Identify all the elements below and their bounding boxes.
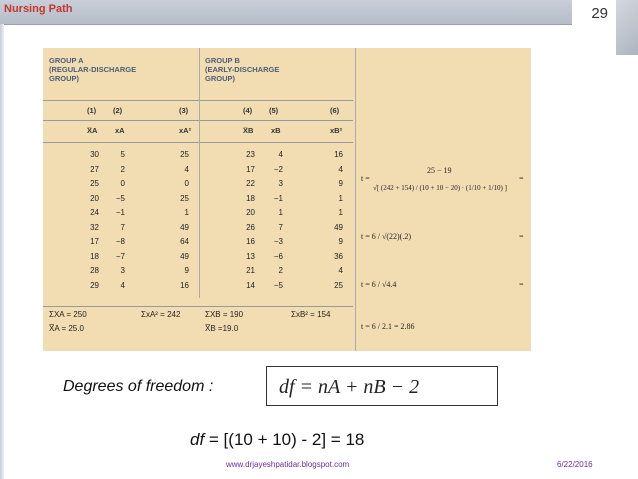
table-cell: 4 — [338, 266, 343, 275]
table-cell: 9 — [338, 179, 343, 188]
table-cell: 36 — [334, 251, 343, 261]
table-cell: 16 — [180, 280, 189, 290]
formula1-equals: = — [519, 174, 524, 183]
table-cell: 5 — [120, 150, 125, 159]
table-cell: 23 — [246, 150, 255, 159]
group-b-title: GROUP B (EARLY-DISCHARGE GROUP) — [205, 56, 280, 83]
table-cell: 14 — [246, 280, 255, 290]
footer-url[interactable]: www.drjayeshpatidar.blogspot.com — [226, 460, 350, 469]
table-cell: −5 — [273, 280, 283, 290]
table-cell: 4 — [338, 164, 343, 174]
col-num-5: (5) — [269, 106, 279, 115]
corner-decoration — [616, 0, 638, 55]
table-cell: 25 — [334, 280, 343, 290]
table-cell: −1 — [273, 193, 283, 203]
formula3-equals: = — [519, 280, 524, 289]
table-cell: 29 — [90, 280, 99, 290]
table-cell: 27 — [90, 164, 99, 174]
df-variable: df — [190, 430, 205, 449]
formula1-numerator: 25 − 19 — [427, 166, 452, 175]
group-a-title: GROUP A (REGULAR-DISCHARGE GROUP) — [49, 56, 137, 83]
table-cell: 26 — [246, 222, 255, 232]
col-sym-6: xB² — [330, 126, 343, 135]
table-cell: 25 — [90, 179, 99, 188]
table-cell: 4 — [184, 164, 189, 174]
table-cell: 18 — [246, 193, 255, 203]
col-sym-rule — [43, 142, 353, 143]
table-cell: 4 — [278, 150, 283, 159]
col-sym-4: X̅B — [243, 126, 254, 135]
col-num-3: (3) — [179, 106, 189, 115]
table-cell: 17 — [246, 164, 255, 174]
formula-divider — [355, 48, 356, 351]
table-cell: 25 — [180, 150, 189, 159]
formula4: t = 6 / 2.1 = 2.86 — [361, 322, 415, 331]
left-edge-decoration — [0, 24, 4, 479]
col-num-2: (2) — [113, 106, 123, 115]
page-number: 29 — [591, 5, 608, 22]
table-cell: 3 — [278, 179, 283, 188]
t-test-table-image — [43, 48, 531, 351]
table-cell: 49 — [180, 251, 189, 261]
sum-b: ΣXB = 190 — [205, 310, 244, 319]
table-cell: 17 — [90, 237, 99, 246]
table-cell: 16 — [334, 150, 343, 159]
table-cell: 13 — [246, 251, 255, 261]
table-cell: 28 — [90, 266, 99, 275]
table-cell: 3 — [120, 266, 125, 275]
col-sym-3: xA² — [179, 126, 192, 135]
table-cell: 7 — [278, 222, 283, 232]
group-divider — [199, 48, 200, 298]
degrees-of-freedom-label: Degrees of freedom : — [63, 378, 214, 395]
table-cell: −8 — [115, 237, 125, 246]
table-cell: −1 — [115, 208, 125, 217]
table-cell: 16 — [246, 237, 255, 246]
mean-b: X̅B =19.0 — [205, 324, 239, 333]
table-cell: 24 — [90, 208, 99, 217]
table-cell: 1 — [338, 193, 343, 203]
table-cell: 2 — [278, 266, 283, 275]
table-cell: 4 — [120, 280, 125, 290]
table-cell: 21 — [246, 266, 255, 275]
table-cell: 7 — [120, 222, 125, 232]
table-cell: 20 — [90, 193, 99, 203]
table-cell: 49 — [334, 222, 343, 232]
table-cell: 25 — [180, 193, 189, 203]
table-cell: 30 — [90, 150, 99, 159]
table-cell: 22 — [246, 179, 255, 188]
table-cell: 9 — [338, 237, 343, 246]
table-cell: 1 — [278, 208, 283, 217]
header-rule — [43, 100, 353, 101]
col-num-4: (4) — [243, 106, 253, 115]
sum-a-squared: ΣxA² = 242 — [141, 310, 181, 319]
col-sym-5: xB — [271, 126, 281, 135]
formula1-lhs: t = — [361, 174, 370, 183]
table-cell: 1 — [338, 208, 343, 217]
sum-rule — [43, 306, 353, 307]
table-cell: 64 — [180, 237, 189, 246]
col-num-6: (6) — [330, 106, 340, 115]
header-band — [0, 0, 572, 25]
formula1-denominator: √[ (242 + 154) / (10 + 10 − 20) · (1/10 + 1/10) ] — [373, 184, 507, 192]
mean-a: X̅A = 25.0 — [49, 324, 84, 333]
table-cell: 2 — [120, 164, 125, 174]
table-cell: 9 — [184, 266, 189, 275]
df-computation-value: = [(10 + 10) - 2] = 18 — [204, 430, 365, 449]
col-num-1: (1) — [87, 106, 97, 115]
table-cell: −2 — [273, 164, 283, 174]
col-num-rule — [43, 120, 353, 121]
brand-title: Nursing Path — [4, 3, 73, 15]
table-cell: 1 — [184, 208, 189, 217]
table-cell: −3 — [273, 237, 283, 246]
formula3: t = 6 / √4.4 — [361, 280, 397, 289]
col-sym-1: X̅A — [87, 126, 98, 135]
formula2-equals: = — [519, 232, 524, 241]
df-formula-box: df = nA + nB − 2 — [266, 366, 498, 406]
sum-b-squared: ΣxB² = 154 — [291, 310, 331, 319]
col-sym-2: xA — [115, 126, 125, 135]
table-cell: 32 — [90, 222, 99, 232]
table-cell: 0 — [184, 179, 189, 188]
table-cell: −7 — [115, 251, 125, 261]
table-cell: −5 — [115, 193, 125, 203]
footer-date: 6/22/2016 — [557, 460, 593, 469]
table-cell: 49 — [180, 222, 189, 232]
df-computation — [190, 430, 364, 450]
sum-a: ΣXA = 250 — [49, 310, 87, 319]
table-cell: 0 — [120, 179, 125, 188]
formula2: t = 6 / √(22)(.2) — [361, 232, 412, 241]
table-cell: −6 — [273, 251, 283, 261]
slide-header — [0, 0, 638, 28]
table-cell: 18 — [90, 251, 99, 261]
table-cell: 20 — [246, 208, 255, 217]
